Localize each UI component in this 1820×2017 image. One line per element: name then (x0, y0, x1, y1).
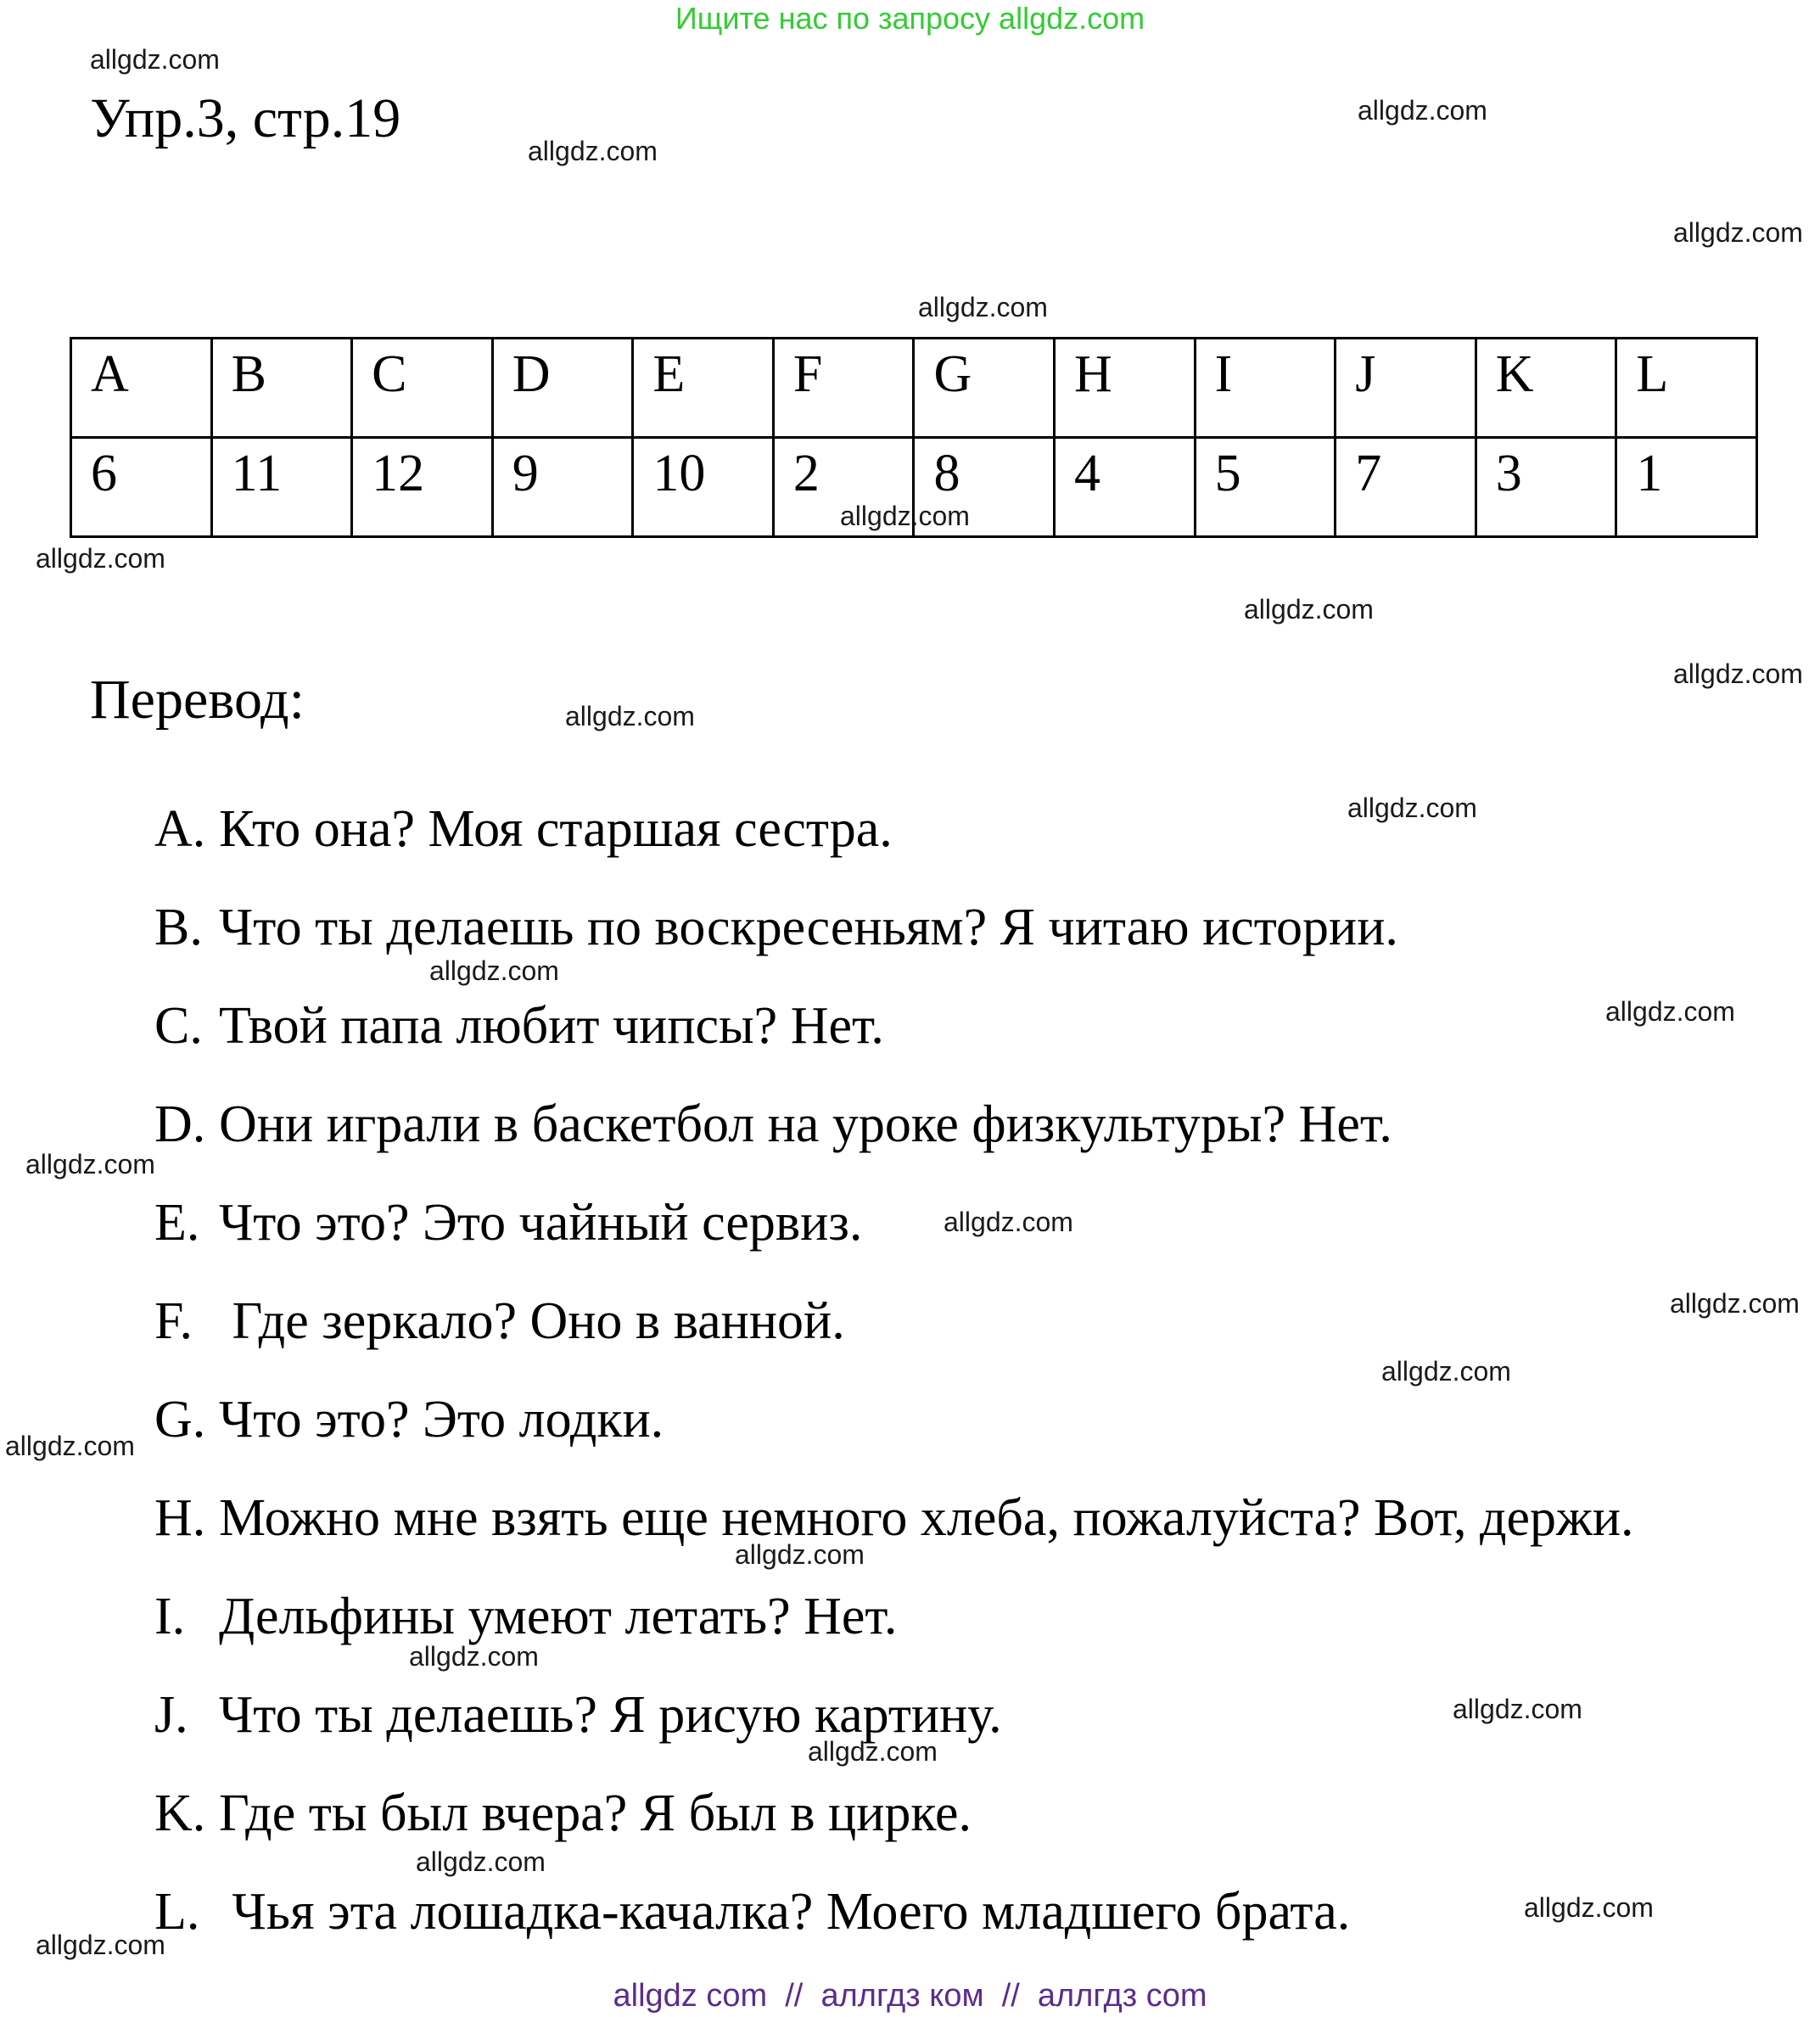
watermark: allgdz.com (25, 1149, 155, 1179)
table-cell: 3 (1476, 438, 1616, 537)
item-text: Что это? Это чайный сервиз. (219, 1194, 863, 1252)
item-letter: K. (154, 1784, 206, 1842)
item-text: Можно мне взять еще немного хлеба, пожалуйста? Вот, держи. (219, 1489, 1634, 1547)
watermark: allgdz.com (918, 292, 1048, 322)
table-row-letters (71, 339, 1757, 438)
watermark: allgdz.com (1673, 658, 1803, 689)
list-item (154, 992, 1809, 1090)
table-cell: 10 (633, 438, 774, 537)
table-cell: C (352, 339, 493, 438)
table-cell: 1 (1616, 438, 1757, 537)
list-item (154, 1189, 1809, 1287)
item-letter: I. (154, 1588, 186, 1645)
table-cell: A (71, 339, 212, 438)
table-cell: F (773, 339, 914, 438)
watermark: allgdz.com (409, 1641, 539, 1672)
item-letter: J. (154, 1686, 188, 1744)
watermark: allgdz.com (1453, 1694, 1582, 1724)
item-text: Что ты делаешь по воскресеньям? Я читаю истории. (219, 899, 1398, 956)
item-text: Что ты делаешь? Я рисую картину. (219, 1686, 1002, 1744)
watermark: allgdz.com (1381, 1356, 1511, 1387)
table-cell: L (1616, 339, 1757, 438)
item-text: Чья эта лошадка-качалка? Моего младшего брата. (219, 1883, 1351, 1941)
table-cell: 5 (1195, 438, 1336, 537)
watermark: allgdz.com (1673, 217, 1803, 248)
table-cell: 2 (773, 438, 914, 537)
table-cell: 4 (1055, 438, 1196, 537)
list-item (154, 894, 1809, 992)
list-item (154, 1484, 1809, 1583)
watermark: allgdz.com (1358, 95, 1487, 126)
item-letter: E. (154, 1194, 200, 1252)
item-text: Что это? Это лодки. (219, 1391, 664, 1448)
watermark: allgdz.com (565, 701, 695, 731)
watermark: allgdz.com (429, 955, 559, 986)
item-letter: B. (154, 899, 203, 956)
watermark: allgdz.com (735, 1539, 865, 1570)
item-text: Где зеркало? Оно в ванной. (219, 1292, 845, 1350)
table-cell: K (1476, 339, 1616, 438)
watermark: allgdz.com (528, 136, 658, 166)
table-cell: B (211, 339, 352, 438)
table-cell: E (633, 339, 774, 438)
watermark: allgdz.com (1670, 1288, 1800, 1319)
list-item (154, 1583, 1809, 1681)
item-letter: L. (154, 1883, 200, 1941)
translation-heading: Перевод: (90, 669, 305, 731)
item-text: Они играли в баскетбол на уроке физкультуры? Нет. (219, 1095, 1392, 1153)
item-text: Твой папа любит чипсы? Нет. (219, 997, 884, 1055)
table-cell: 8 (914, 438, 1055, 537)
list-item (154, 1287, 1809, 1386)
list-item (154, 1090, 1809, 1189)
item-letter: C. (154, 997, 203, 1055)
item-letter: H. (154, 1489, 206, 1547)
list-item (154, 1779, 1809, 1878)
item-text: Дельфины умеют летать? Нет. (219, 1588, 898, 1645)
watermark: allgdz.com (90, 44, 220, 75)
watermark: allgdz.com (1347, 793, 1477, 823)
item-text: Кто она? Моя старшая сестра. (219, 800, 893, 858)
watermark: allgdz.com (416, 1846, 546, 1877)
watermark: allgdz.com (1244, 594, 1374, 625)
table-cell: 12 (352, 438, 493, 537)
item-letter: D. (154, 1095, 206, 1153)
item-letter: F. (154, 1292, 193, 1350)
top-banner: Ищите нас по запросу allgdz.com (675, 1, 1145, 36)
table-cell: 7 (1336, 438, 1476, 537)
item-letter: A. (154, 800, 206, 858)
translation-list (154, 795, 1809, 1976)
watermark: allgdz.com (840, 501, 970, 531)
list-item (154, 1386, 1809, 1484)
watermark: allgdz.com (808, 1736, 938, 1767)
watermark: allgdz.com (944, 1207, 1073, 1237)
table-cell: D (492, 339, 633, 438)
item-text: Где ты был вчера? Я был в цирке. (219, 1784, 972, 1842)
watermark: allgdz.com (1524, 1892, 1654, 1923)
table-cell: 6 (71, 438, 212, 537)
table-cell: 9 (492, 438, 633, 537)
watermark: allgdz.com (36, 543, 165, 574)
bottom-banner: allgdz com // аллгдз ком // аллгдз com (613, 1978, 1207, 2014)
watermark: allgdz.com (36, 1930, 165, 1960)
table-cell: G (914, 339, 1055, 438)
watermark: allgdz.com (1605, 996, 1735, 1027)
table-cell: 11 (211, 438, 352, 537)
item-letter: G. (154, 1391, 206, 1448)
list-item (154, 795, 1809, 894)
table-cell: H (1055, 339, 1196, 438)
table-cell: J (1336, 339, 1476, 438)
watermark: allgdz.com (5, 1431, 135, 1461)
page-title: Упр.3, стр.19 (90, 87, 401, 149)
table-cell: I (1195, 339, 1336, 438)
